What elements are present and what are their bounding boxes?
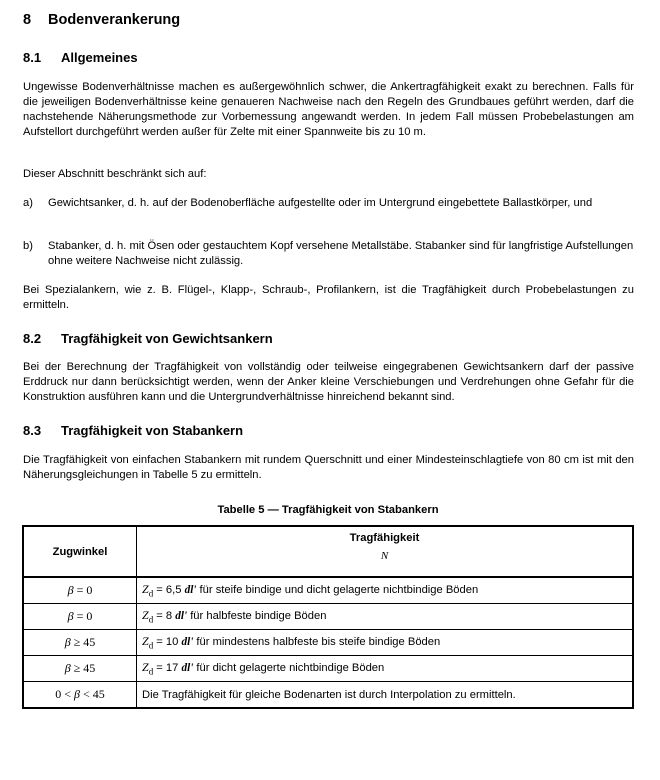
list-marker: a) [23,197,33,209]
header-tragfaehigkeit [137,526,634,577]
capacity-cell: Die Tragfähigkeit für gleiche Bodenarten ist durch Interpolation zu ermitteln. [137,682,634,709]
subsection-heading-8-3 [23,423,243,438]
angle-cell: 0 < β < 45 [23,682,137,709]
angle-cell: β = 0 [23,604,137,630]
angle-cell: β ≥ 45 [23,630,137,656]
paragraph-scope: Dieser Abschnitt beschränkt sich auf: [23,168,207,180]
paragraph-rod-anchors: Die Tragfähigkeit von einfachen Stabankern mit rundem Querschnitt und einer Mindesteinschlagtiefe von 80 cm ist mit den Näherungsgleichungen in Tabelle 5 zu ermitteln. [23,454,634,481]
paragraph-general: Ungewisse Bodenverhältnisse machen es außergewöhnlich schwer, die Ankertragfähigkeit exakt zu berechnen. Falls für die jeweiligen Bodenverhältnisse keine genaueren Nachweise nach den Regeln des Grundbaues geführt werden, darf die nachstehende Näherungsmethode zur Vorbemessung angewandt werden. In jedem Fall müssen Probebelastungen am Aufstellort durchgeführt werden außer für Zelte mit einer Spannweite bis zu 10 m. [23,81,634,138]
table-rod-anchor-capacity [22,525,634,709]
header-unit: N [380,550,389,562]
section-number: 8 [23,12,32,28]
header-label: Tragfähigkeit [349,532,420,544]
capacity-cell: $Z_d = 8$ dl' für halbfeste bindige Böden [137,604,634,630]
paragraph-special-anchors: Bei Spezialankern, wie z. B. Flügel-, Klapp-, Schraub-, Profilankern, ist die Tragfähigkeit durch Probebelastungen zu ermitteln. [23,284,634,311]
subsection-title: Tragfähigkeit von Stabankern [61,423,244,438]
capacity-cell: $Z_d = 10$ dl' für mindestens halbfeste bis steife bindige Böden [137,630,634,656]
table-row [23,604,633,630]
capacity-cell: $Z_d = 6,5$ dl' für steife bindige und dicht gelagerte nichtbindige Böden [137,577,634,604]
section-title: Bodenverankerung [48,12,181,28]
subsection-number: 8.2 [23,331,42,346]
subsection-title: Tragfähigkeit von Gewichtsankern [61,331,273,346]
list-text: Gewichtsanker, d. h. auf der Bodenoberfläche aufgestellte oder im Untergrund eingebettete Ballastkörper, und [48,197,593,209]
angle-cell: β = 0 [23,577,137,604]
list-marker: b) [23,240,33,252]
section-heading [23,12,180,28]
header-zugwinkel: Zugwinkel [23,526,137,577]
capacity-cell: $Z_d = 17$ dl' für dicht gelagerte nichtbindige Böden [137,656,634,682]
subsection-heading-8-2 [23,331,273,346]
table-row [23,577,633,604]
table-row [23,656,633,682]
paragraph-weight-anchors: Bei der Berechnung der Tragfähigkeit von vollständig oder teilweise eingegrabenen Gewichtsankern darf der passive Erddruck nur dann berücksichtigt werden, wenn der Anker kleine Verschiebungen und Verdrehungen ohne Gefahr für die Konstruktion ausführen kann und die Untergrundverhältnisse hinreichend bekannt sind. [23,361,634,403]
table-row [23,682,633,709]
table-row [23,630,633,656]
subsection-number: 8.3 [23,423,42,438]
table-caption: Tabelle 5 — Tragfähigkeit von Stabankern [217,504,439,516]
subsection-heading-8-1 [23,50,138,65]
subsection-title: Allgemeines [61,50,138,65]
subsection-number: 8.1 [23,50,42,65]
angle-cell: β ≥ 45 [23,656,137,682]
list-text: Stabanker, d. h. mit Ösen oder gestauchtem Kopf versehene Metallstäbe. Stabanker sind für langfristige Aufstellungen ohne weitere Nachweise nicht zulässig. [48,240,634,267]
